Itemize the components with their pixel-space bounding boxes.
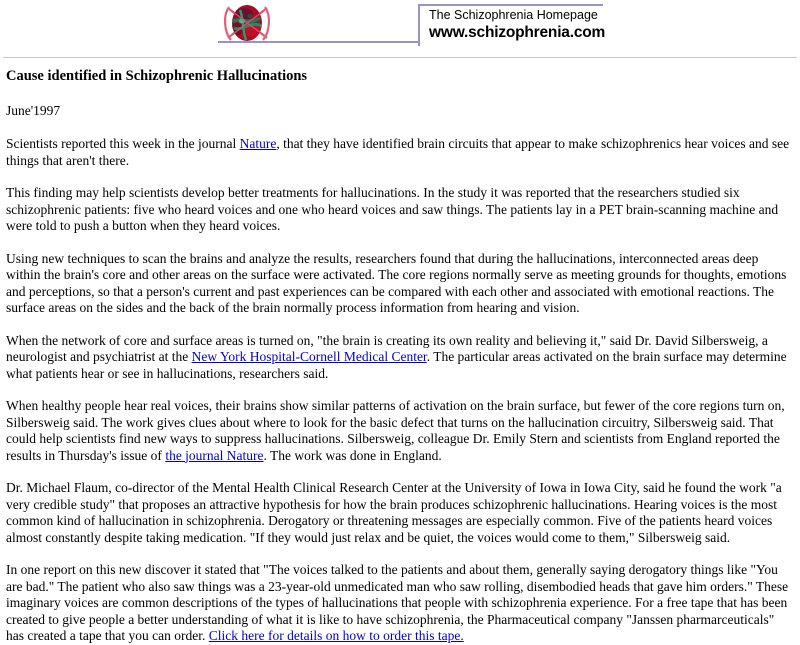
header-divider bbox=[3, 57, 797, 58]
paragraph-5 bbox=[6, 398, 794, 464]
paragraph-4 bbox=[6, 333, 794, 383]
paragraph-1 bbox=[6, 136, 794, 169]
paragraph-1-text-before: Scientists reported this week in the journal bbox=[6, 136, 240, 151]
link-order-tape-details[interactable]: Click here for details on how to order this tape. bbox=[208, 628, 464, 643]
site-tagline: The Schizophrenia Homepage bbox=[429, 8, 598, 22]
paragraph-7 bbox=[6, 562, 794, 645]
paragraph-1-text-after: , that they have identified brain circuits that appear to make schizophrenics hear voices and see things that aren't there. bbox=[6, 136, 790, 168]
site-masthead bbox=[0, 0, 800, 52]
schizophrenia-logo-icon bbox=[220, 2, 274, 44]
masthead-underline bbox=[218, 41, 418, 43]
link-new-york-hospital-cornell[interactable]: New York Hospital-Cornell Medical Center bbox=[191, 349, 427, 364]
article-dateline: June'1997 bbox=[6, 103, 61, 118]
paragraph-3: Using new techniques to scan the brains and analyze the results, researchers found that during the hallucinations, interconnected areas deep within the brain's core and other areas on the surface were activated. The core regions normally serve as meeting grounds for thoughts, emotions and perceptions, so that a person's current and past experiences can be compared with each other and associated with emotional reactions. The surface areas on the sides and the back of the brain normally process information from hearing and vision. bbox=[6, 250, 787, 315]
page-title: Cause identified in Schizophrenic Hallucinations bbox=[6, 68, 308, 84]
paragraph-2: This finding may help scientists develop better treatments for hallucinations. In the study it was reported that the researchers studied six schizophrenic patients: five who heard voices and one who heard voices and saw things. The patients lay in a PET brain-scanning machine and were told to push a button when they heard voices. bbox=[6, 185, 779, 233]
paragraph-6: Dr. Michael Flaum, co-director of the Mental Health Clinical Research Center at the University of Iowa in Iowa City, said he found the work "a very credible study" that proposes an attractive hypothesis for how the brain produces schizophrenic hallucinations. Hearing voices is the most common kind of hallucination in schizophrenia. Derogatory or threatening messages are especially common. Five of the patients heard voices almost constantly despite taking medication. "If they would just relax and be quiet, the voices would come to them," Silbersweig said. bbox=[6, 480, 782, 545]
article-body bbox=[0, 52, 800, 645]
site-identity bbox=[418, 4, 606, 46]
paragraph-5-text-before: When healthy people hear real voices, their brains show similar patterns of activation on the brain surface, but fewer of the core regions turn on, Silbersweig said. The work gives clues about where to look for the basic defect that turns on the hallucination circuitry, Silbersweig said. That could help scientists find new ways to suppress hallucinations. Silbersweig, colleague Dr. Emily Stern and scientists from England reported the results in Thursday's issue of bbox=[6, 398, 785, 463]
paragraph-4-text-before: When the network of core and surface areas is turned on, "the brain is creating its own reality and believing it," said Dr. David Silbersweig, a neurologist and psychiatrist at the bbox=[6, 332, 768, 364]
link-the-journal-nature[interactable]: the journal Nature bbox=[165, 447, 264, 463]
paragraph-7-text-before: In one report on this new discover it stated that "The voices talked to the patients and about them, generally saying derogatory things like "You are bad." The patient who also saw things was a 23-year-old unmedicated man who saw rolling, disembodied heads that gave him orders." These imaginary voices are common descriptions of the types of hallucinations that people with schizophrenia experience. For a free tape that has been created to give people a better understanding of what it is like to have schizophrenia, the Pharmaceutical company "Janssen pharmarceuticals" has created a tape that you can order. bbox=[6, 562, 789, 643]
paragraph-4-text-after: . The particular areas activated on the brain surface may determine what patients hear or see in hallucinations, researchers said. bbox=[6, 349, 787, 381]
paragraph-5-text-after: . The work was done in England. bbox=[263, 447, 442, 463]
link-nature[interactable]: Nature bbox=[239, 136, 277, 151]
site-url: www.schizophrenia.com bbox=[429, 24, 606, 41]
